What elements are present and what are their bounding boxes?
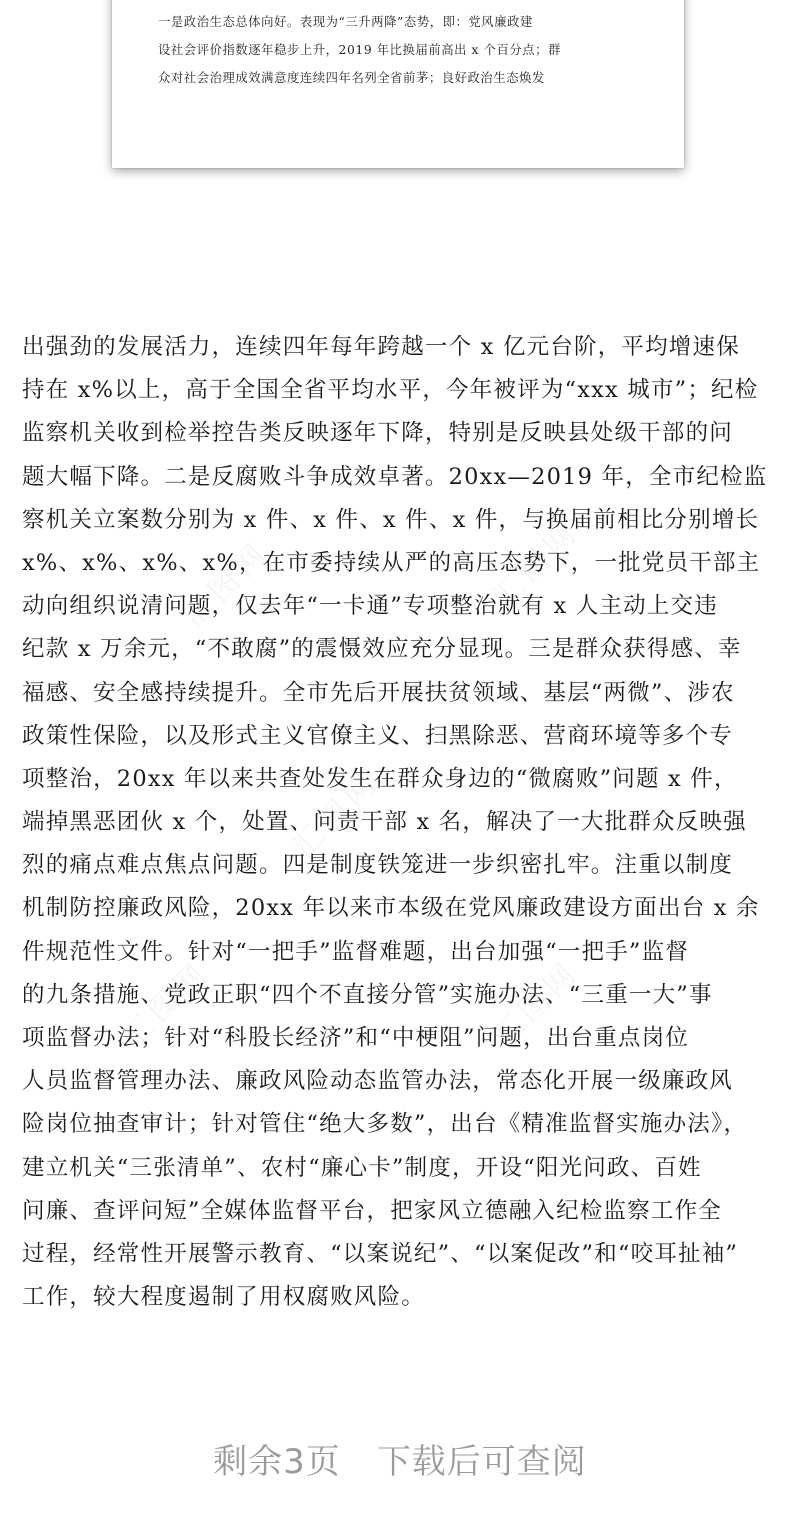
- body-line: 问廉、查评问短”全媒体监督平台，把家风立德融入纪检监察工作全: [22, 1197, 723, 1224]
- body-line: 项整治，20xx 年以来共查处发生在群众身边的“微腐败”问题 x 件，: [22, 765, 738, 792]
- body-line: 项监督办法；针对“科股长经济”和“中梗阻”问题，出台重点岗位: [22, 1025, 690, 1051]
- body-line: 建立机关“三张清单”、农村“廉心卡”制度，开设“阳光问政、百姓: [22, 1154, 702, 1181]
- body-line: 察机关立案数分别为 x 件、x 件、x 件、x 件，与换届前相比分别增长: [22, 506, 760, 533]
- body-line: x%、x%、x%、x%，在市委持续从严的高压态势下，一批党员干部主: [22, 549, 761, 576]
- preview-text: [158, 8, 658, 92]
- preview-page: [112, 0, 684, 168]
- preview-line: 设社会评价指数逐年稳步上升，2019 年比换届前高出 x 个百分点；群: [158, 43, 561, 57]
- body-line: 烈的痛点难点焦点问题。四是制度铁笼进一步织密扎牢。注重以制度: [22, 852, 734, 879]
- body-line: 持在 x%以上，高于全国全省平均水平，今年被评为“xxx 城市”；纪检: [22, 377, 759, 404]
- watermark-text: 汇图网: [175, 533, 278, 636]
- body-line: 纪款 x 万余元，“不敢腐”的震慑效应充分显现。三是群众获得感、幸: [22, 636, 742, 663]
- document-body: [22, 326, 782, 1319]
- watermark-text: 汇图网: [285, 763, 388, 866]
- body-line: 件规范性文件。针对“一把手”监督难题，出台加强“一把手”监督: [22, 938, 690, 965]
- body-line: 的九条措施、党政正职“四个不直接分管”实施办法、“三重一大”事: [22, 981, 713, 1008]
- body-line: 出强劲的发展活力，连续四年每年跨越一个 x 亿元台阶，平均增速保: [22, 334, 740, 360]
- watermark-text: 汇图网: [485, 953, 588, 1056]
- remaining-pages-prompt[interactable]: [0, 1434, 800, 1483]
- body-line: 人员监督管理办法、廉政风险动态监管办法，常态化开展一级廉政风: [22, 1068, 734, 1095]
- watermark-text: 汇图网: [485, 513, 588, 616]
- body-line: 福感、安全感持续提升。全市先后开展扶贫领域、基层“两微”、涉农: [22, 679, 735, 706]
- preview-line: 众对社会治理成效满意度连续四年名列全省前茅；良好政治生态焕发: [158, 71, 545, 85]
- body-line: 动向组织说清问题，仅去年“一卡通”专项整治就有 x 人主动上交违: [22, 593, 718, 620]
- body-line: 险岗位抽查审计；针对管住“绝大多数”，出台《精准监督实施办法》，: [22, 1111, 748, 1138]
- body-line: 政策性保险，以及形式主义官僚主义、扫黑除恶、营商环境等多个专: [22, 722, 734, 749]
- download-hint-label[interactable]: 下载后可查阅: [376, 1442, 587, 1482]
- body-line: 工作，较大程度遏制了用权腐败风险。: [22, 1284, 425, 1311]
- body-line: 端掉黑恶团伙 x 个，处置、问责干部 x 名，解决了一大批群众反映强: [22, 809, 747, 836]
- body-line: 过程，经常性开展警示教育、“以案说纪”、“以案促改”和“咬耳扯袖”: [22, 1240, 739, 1267]
- preview-line: 一是政治生态总体向好。表现为“三升两降”态势，即：党风廉政建: [158, 15, 533, 29]
- remaining-pages-label[interactable]: 剩余3页: [213, 1442, 341, 1482]
- body-line: 机制防控廉政风险，20xx 年以来市本级在党风廉政建设方面出台 x 余: [22, 895, 760, 922]
- body-line: 监察机关收到检举控告类反映逐年下降，特别是反映县处级干部的问: [22, 420, 734, 447]
- watermark-text: 汇图网: [115, 953, 218, 1056]
- body-line: 题大幅下降。二是反腐败斗争成效卓著。20xx—2019 年，全市纪检监: [22, 463, 768, 490]
